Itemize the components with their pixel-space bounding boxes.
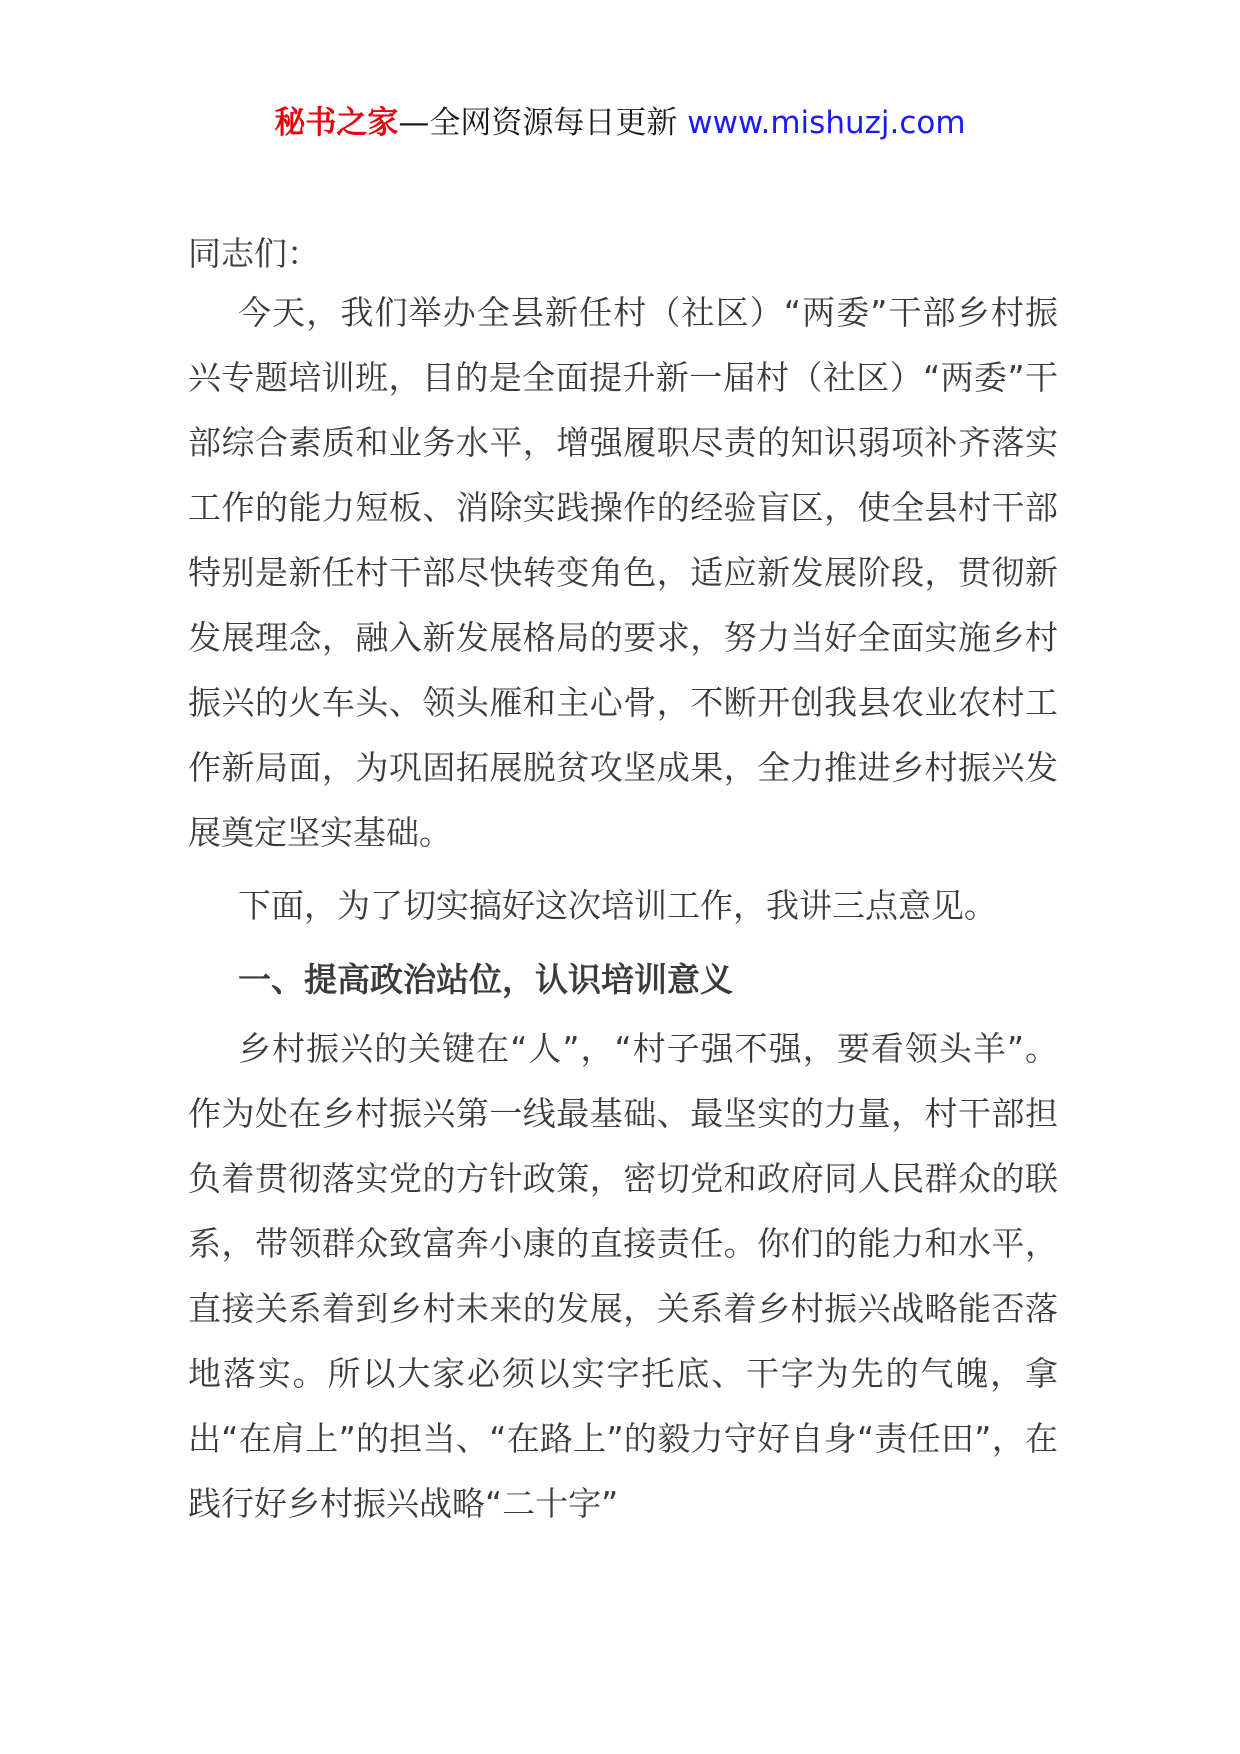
section-1-heading: 一、提高政治站位，认识培训意义 bbox=[238, 960, 733, 999]
salutation: 同志们： bbox=[188, 234, 320, 273]
document-body bbox=[188, 228, 1058, 1536]
header-tagline: —全网资源每日更新 bbox=[398, 105, 678, 141]
section-1-paragraph: 乡村振兴的关键在“人”，“村子强不强，要看领头羊”。作为处在乡村振兴第一线最基础、最坚实的力量，村干部担负着贯彻落实党的方针政策，密切党和政府同人民群众的联系，带领群众致富奔小康的直接责任。你们的能力和水平，直接关系着到乡村未来的发展，关系着乡村振兴战略能否落地落实。所以大家必须以实字托底、干字为先的气魄，拿出“在肩上”的担当、“在路上”的毅力守好自身“责任田”，在践行好乡村振兴战略“二十字” bbox=[188, 1029, 1058, 1523]
brand-name: 秘书之家 bbox=[274, 105, 399, 141]
site-url-link[interactable]: www.mishuzj.com bbox=[687, 105, 966, 141]
intro-paragraph: 今天，我们举办全县新任村（社区）“两委”干部乡村振兴专题培训班，目的是全面提升新一届村（社区）“两委”干部综合素质和业务水平，增强履职尽责的知识弱项补齐落实工作的能力短板、消除实践操作的经验盲区，使全县村干部特别是新任村干部尽快转变角色，适应新发展阶段，贯彻新发展理念，融入新发展格局的要求，努力当好全面实施乡村振兴的火车头、领头雁和主心骨，不断开创我县农业农村工作新局面，为巩固拓展脱贫攻坚成果，全力推进乡村振兴发展奠定坚实基础。 bbox=[188, 293, 1058, 852]
page-header bbox=[0, 98, 1240, 148]
transition-paragraph: 下面，为了切实搞好这次培训工作，我讲三点意见。 bbox=[238, 886, 997, 925]
